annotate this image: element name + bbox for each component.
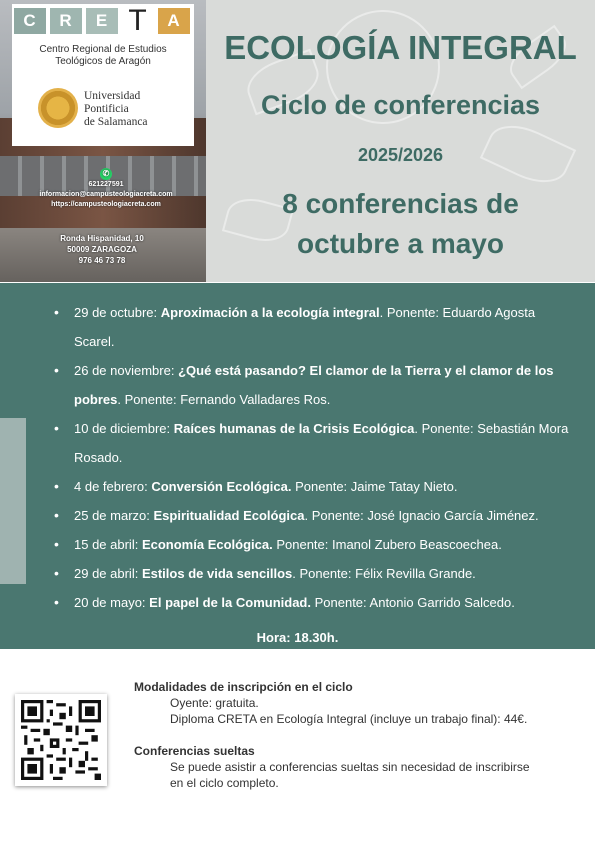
lecture-separator: . xyxy=(117,392,125,407)
single-lectures-line: en el ciclo completo. xyxy=(170,776,279,790)
creta-subtitle xyxy=(12,44,194,68)
registration-line: Oyente: gratuita. xyxy=(170,696,259,710)
page-subtitle: Ciclo de conferencias xyxy=(260,90,541,120)
registration-line: Diploma CRETA en Ecología Integral (incluye un trabajo final): 44€. xyxy=(170,712,528,726)
creta-letter-r: R xyxy=(50,8,82,34)
lecture-separator: . xyxy=(414,421,422,436)
lecture-item xyxy=(54,501,578,530)
lecture-date: 4 de febrero: xyxy=(74,479,148,494)
email-link[interactable]: informacion@campusteologiacreta.com xyxy=(39,191,173,198)
lecture-speaker: Ponente: Fernando Valladares Ros. xyxy=(124,392,331,407)
lecture-speaker: Ponente: Félix Revilla Grande. xyxy=(299,566,476,581)
single-lectures-line: Se puede asistir a conferencias sueltas sin necesidad de inscribirse xyxy=(170,760,530,774)
lecture-speaker: Ponente: José Ignacio García Jiménez. xyxy=(311,508,539,523)
lecture-title: Raíces humanas de la Crisis Ecológica xyxy=(173,421,415,436)
lecture-title: Economía Ecológica. xyxy=(141,537,273,552)
lecture-item xyxy=(54,559,578,588)
lecture-list xyxy=(54,298,578,617)
lecture-item xyxy=(54,356,578,414)
lecture-item xyxy=(54,472,578,501)
website-link[interactable]: https://campusteologiacreta.com xyxy=(51,201,161,208)
creta-letter-e: E xyxy=(86,8,118,34)
university-line: Universidad xyxy=(84,90,141,102)
conference-count-line: octubre a mayo xyxy=(297,228,504,259)
lecture-date: 20 de mayo: xyxy=(74,595,146,610)
whatsapp-icon: ✆ xyxy=(100,168,112,180)
side-accent-bar xyxy=(0,418,26,584)
lecture-date: 15 de abril: xyxy=(74,537,139,552)
conference-count-line: 8 conferencias de xyxy=(282,188,519,219)
creta-subtitle-line: Centro Regional de Estudios xyxy=(39,44,167,55)
lecture-speaker: Ponente: Imanol Zubero Beascoechea. xyxy=(276,537,502,552)
lecture-date: 10 de diciembre: xyxy=(74,421,171,436)
time-label: Hora: 18.30h. xyxy=(256,630,339,645)
qr-code[interactable] xyxy=(15,694,107,786)
address-block xyxy=(40,233,164,266)
address-line: 976 46 73 78 xyxy=(78,256,126,265)
university-line: de Salamanca xyxy=(84,116,148,128)
conference-count xyxy=(206,184,595,264)
lecture-speaker: Ponente: Sebastián Mora Rosado. xyxy=(74,421,569,465)
lecture-item xyxy=(54,530,578,559)
lecture-title: El papel de la Comunidad. xyxy=(149,595,311,610)
creta-letter-c: C xyxy=(14,8,46,34)
lecture-speaker: Ponente: Eduardo Agosta Scarel. xyxy=(74,305,536,349)
header-photo xyxy=(0,0,206,282)
lecture-speaker: Ponente: Antonio Garrido Salcedo. xyxy=(314,595,515,610)
logo-card xyxy=(12,4,194,146)
lecture-title: Aproximación a la ecología integral xyxy=(160,305,380,320)
lecture-separator: . xyxy=(379,305,387,320)
lecture-title: ¿Qué está pasando? El clamor de la Tierra y el clamor de los pobres xyxy=(74,363,554,407)
phone-number[interactable]: 621227591 xyxy=(88,181,124,188)
contact-block xyxy=(20,168,192,210)
lecture-item xyxy=(54,588,578,617)
page-title: ECOLOGÍA INTEGRAL xyxy=(224,29,577,66)
creta-subtitle-line: Teológicos de Aragón xyxy=(55,56,151,67)
address-line: 50009 ZARAGOZA xyxy=(67,245,137,254)
lecture-title: Conversión Ecológica. xyxy=(151,479,292,494)
lecture-date: 26 de noviembre: xyxy=(74,363,175,378)
university-name xyxy=(84,90,148,129)
lecture-separator: . xyxy=(304,508,312,523)
lecture-date: 25 de marzo: xyxy=(74,508,150,523)
address-line: Ronda Hispanidad, 10 xyxy=(60,234,144,243)
university-line: Pontificia xyxy=(84,103,129,115)
lecture-date: 29 de abril: xyxy=(74,566,139,581)
lecture-title: Estilos de vida sencillos xyxy=(141,566,293,581)
registration-info xyxy=(134,679,574,791)
lecture-separator: . xyxy=(292,566,300,581)
academic-year: 2025/2026 xyxy=(357,145,444,165)
single-lectures-heading: Conferencias sueltas xyxy=(134,744,255,758)
creta-letter-t: T xyxy=(122,8,154,34)
lecture-item xyxy=(54,298,578,356)
registration-heading: Modalidades de inscripción en el ciclo xyxy=(134,680,353,694)
title-panel xyxy=(206,0,595,282)
university-seal-icon xyxy=(38,88,78,128)
lecture-item xyxy=(54,414,578,472)
lecture-date: 29 de octubre: xyxy=(74,305,158,320)
creta-letter-a: A xyxy=(158,8,190,34)
lecture-speaker: Ponente: Jaime Tatay Nieto. xyxy=(295,479,458,494)
qr-code-icon xyxy=(21,700,101,780)
lecture-title: Espiritualidad Ecológica xyxy=(153,508,305,523)
